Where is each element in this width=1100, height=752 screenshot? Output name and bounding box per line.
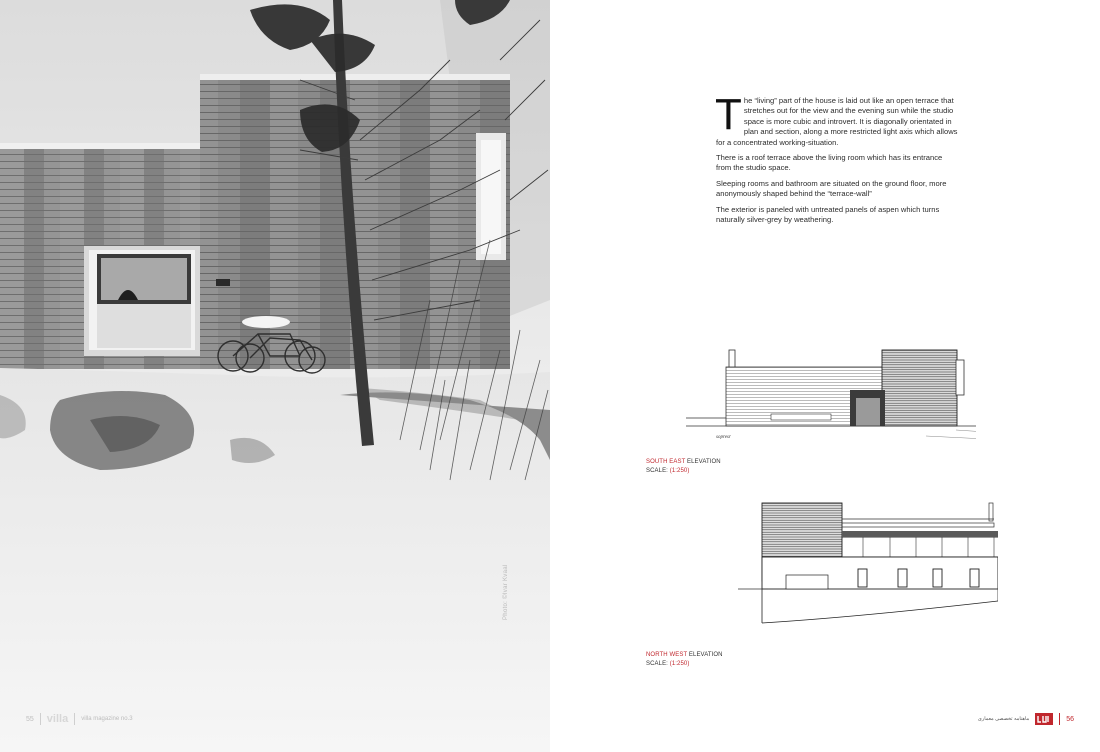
dropcap: T xyxy=(715,90,742,139)
footer-divider xyxy=(74,713,75,725)
paragraph-4: The exterior is paneled with untreated panels of aspen which turns naturally silver-grey by weathering. xyxy=(716,204,940,225)
villa-logo: villa xyxy=(46,713,69,725)
nw-scale-label: SCALE: xyxy=(646,661,668,667)
photo-credit-text: Photo: ©Ivar Kvaal xyxy=(503,564,509,620)
arabic-footer-text: ماهنامه تخصصی معماری xyxy=(977,716,1030,722)
paragraph-2: There is a roof terrace above the living room which has its entrance from the studio space. xyxy=(716,153,943,173)
right-page-number: 56 xyxy=(1066,715,1074,723)
footer-divider xyxy=(40,713,41,725)
paragraph-1: he “living” part of the house is laid out like an open terrace that stretches out for the view and the evening sun while the studio space is more cubic and introvert. It is diagonally orientated in plan and section, along a more restricted light axis which allows for a concentrated working-situation. xyxy=(716,96,958,147)
nw-scale-value: (1:250) xyxy=(669,661,690,667)
north-west-caption xyxy=(646,651,723,669)
article-text xyxy=(715,90,958,230)
magazine-logo-icon xyxy=(1035,713,1053,725)
south-east-caption xyxy=(646,458,721,476)
right-page xyxy=(550,0,1100,752)
nw-title-suffix: ELEVATION xyxy=(688,652,723,658)
se-title-suffix: ELEVATION xyxy=(687,459,721,465)
se-scale-value: (1:250) xyxy=(669,468,690,474)
left-footer xyxy=(26,712,133,726)
nw-direction: NORTH WEST xyxy=(646,652,688,658)
left-page-number: 55 xyxy=(26,715,34,723)
se-scale-label: SCALE: xyxy=(646,468,668,474)
north-west-elevation-drawing xyxy=(658,495,998,625)
south-east-elevation-drawing xyxy=(686,342,976,447)
se-direction: SOUTH EAST xyxy=(646,459,686,465)
paragraph-3: Sleeping rooms and bathroom are situated on the ground floor, more anonymously shaped behind the “terrace-wall” xyxy=(716,178,947,199)
magazine-label: villa magazine no.3 xyxy=(81,716,133,722)
sketch-note: sopresr xyxy=(716,435,731,440)
article-paragraph xyxy=(715,90,958,148)
right-footer xyxy=(978,712,1074,726)
footer-divider xyxy=(1059,713,1060,725)
